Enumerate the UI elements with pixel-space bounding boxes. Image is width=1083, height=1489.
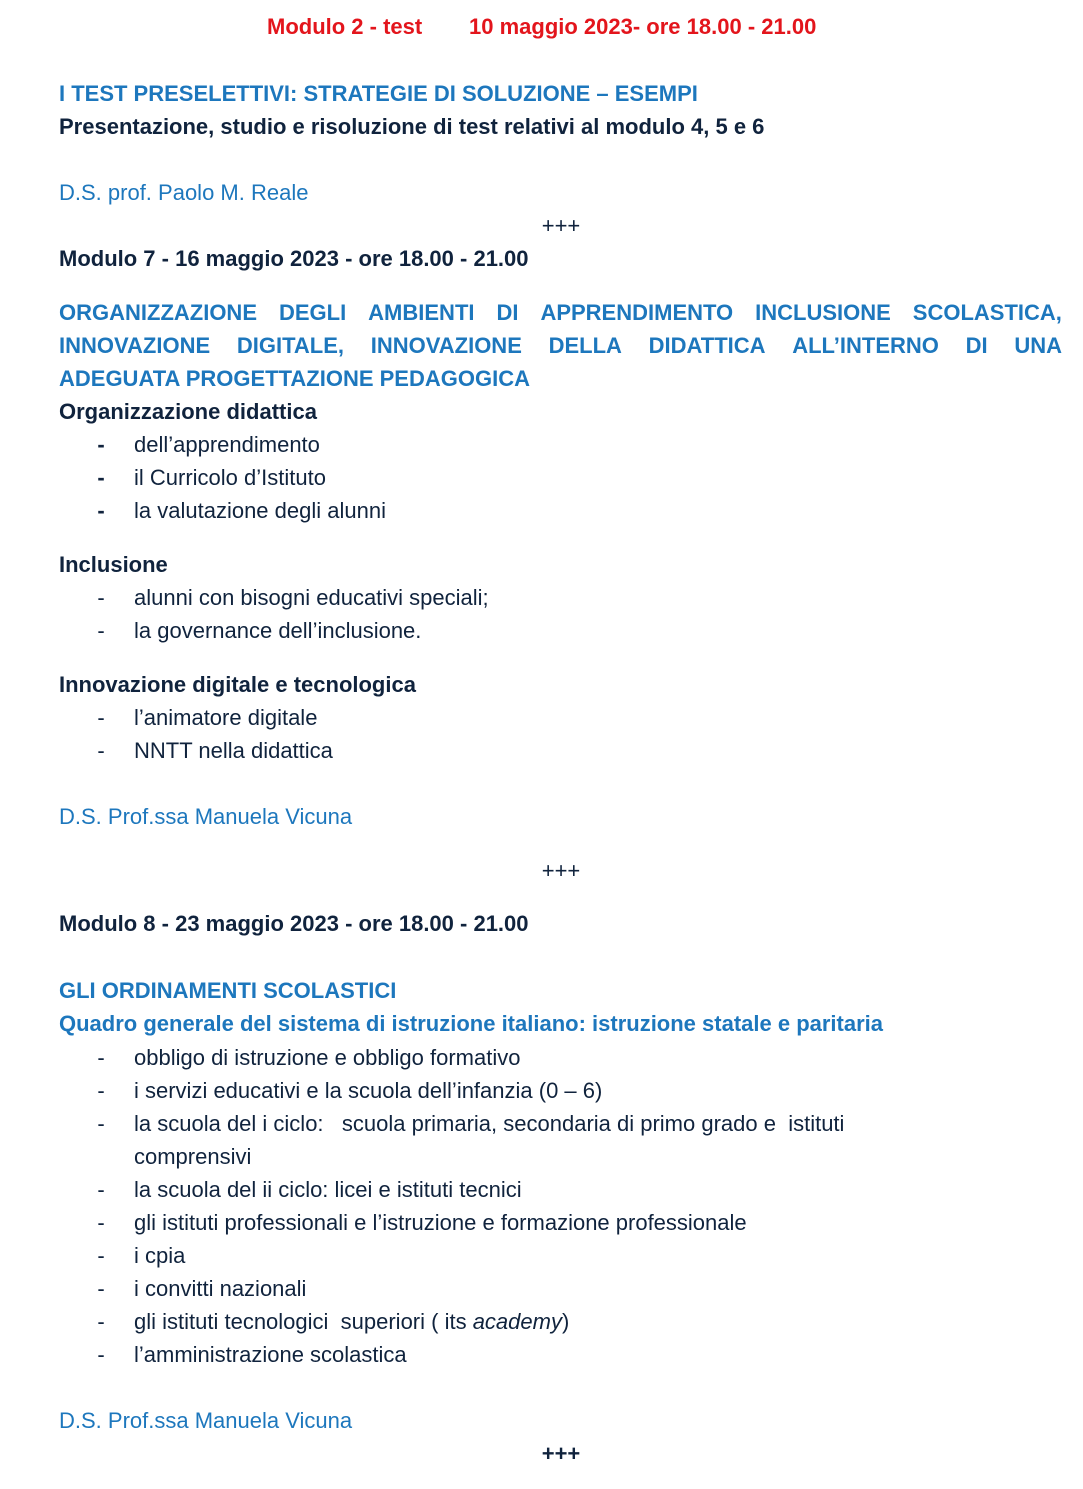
list-item-text: gli istituti tecnologici superiori ( its xyxy=(134,1309,473,1334)
module2-label: Modulo 2 - test xyxy=(267,14,423,39)
list-item-continuation: comprensivi xyxy=(134,1144,252,1169)
list-item: l’amministrazione scolastica xyxy=(134,1342,407,1367)
list-dash: - xyxy=(97,1276,105,1301)
list-item: la valutazione degli alunni xyxy=(134,498,386,523)
list-item: obbligo di istruzione e obbligo formativo xyxy=(134,1045,521,1070)
separator: +++ xyxy=(541,213,581,238)
module8-title: GLI ORDINAMENTI SCOLASTICI xyxy=(59,978,397,1003)
separator: +++ xyxy=(541,1441,581,1466)
list-dash: - xyxy=(97,1078,105,1103)
title-word: DELLA xyxy=(548,333,622,358)
title-word: INCLUSIONE xyxy=(755,300,891,325)
teacher-name: D.S. Prof.ssa Manuela Vicuna xyxy=(59,1408,353,1433)
list-dash: - xyxy=(97,1309,105,1334)
list-item: la governance dell’inclusione. xyxy=(134,618,422,643)
separator: +++ xyxy=(541,858,581,883)
title-word: DIDATTICA xyxy=(648,333,766,358)
title-word: DEGLI xyxy=(278,300,347,325)
list-item: i cpia xyxy=(134,1243,186,1268)
list-dash: - xyxy=(97,1045,105,1070)
list-item: gli istituti professionali e l’istruzione e formazione professionale xyxy=(134,1210,747,1235)
list-dash: - xyxy=(97,1342,105,1367)
list-dash: - xyxy=(97,432,105,457)
list-item xyxy=(134,1308,569,1336)
list-item-italic: academy xyxy=(472,1309,562,1334)
module7-title-line-3: ADEGUATA PROGETTAZIONE PEDAGOGICA xyxy=(59,366,530,391)
list-item: alunni con bisogni educativi speciali; xyxy=(134,585,489,610)
title-word: ORGANIZZAZIONE xyxy=(59,300,257,325)
list-item: il Curricolo d’Istituto xyxy=(134,465,326,490)
list-item: la scuola del i ciclo: scuola primaria, secondaria di primo grado e istituti xyxy=(134,1111,845,1136)
list-dash: - xyxy=(97,1210,105,1235)
list-dash: - xyxy=(97,498,105,523)
title-word: INNOVAZIONE xyxy=(59,333,211,358)
section-subtitle-test: Presentazione, studio e risoluzione di test relativi al modulo 4, 5 e 6 xyxy=(59,114,765,139)
list-dash: - xyxy=(97,1243,105,1268)
module7-title-line-2 xyxy=(59,332,1062,360)
title-word: DIGITALE, xyxy=(236,333,345,358)
list-dash: - xyxy=(97,1177,105,1202)
list-dash: - xyxy=(97,618,105,643)
list-item: dell’apprendimento xyxy=(134,432,320,457)
title-word: SCOLASTICA, xyxy=(912,300,1062,325)
list-item: i convitti nazionali xyxy=(134,1276,307,1301)
list-item-text: ) xyxy=(561,1309,570,1334)
list-dash: - xyxy=(97,705,105,730)
module8-subtitle: Quadro generale del sistema di istruzione italiano: istruzione statale e paritaria xyxy=(59,1011,884,1036)
teacher-name: D.S. Prof.ssa Manuela Vicuna xyxy=(59,804,353,829)
title-word: UNA xyxy=(1014,333,1062,358)
innovation-heading: Innovazione digitale e tecnologica xyxy=(59,672,416,697)
title-word: AMBIENTI xyxy=(368,300,475,325)
title-word: INNOVAZIONE xyxy=(370,333,522,358)
teacher-name: D.S. prof. Paolo M. Reale xyxy=(59,180,309,205)
list-dash: - xyxy=(97,465,105,490)
inclusion-heading: Inclusione xyxy=(59,552,168,577)
list-item: l’animatore digitale xyxy=(134,705,318,730)
list-item: la scuola del ii ciclo: licei e istituti tecnici xyxy=(134,1177,522,1202)
section-title-test: I TEST PRESELETTIVI: STRATEGIE DI SOLUZIONE – ESEMPI xyxy=(59,81,698,106)
title-word: DI xyxy=(965,333,988,358)
org-heading: Organizzazione didattica xyxy=(59,399,317,424)
list-item: i servizi educativi e la scuola dell’infanzia (0 – 6) xyxy=(134,1078,603,1103)
module7-title-line-1 xyxy=(59,299,1062,327)
list-dash: - xyxy=(97,738,105,763)
list-dash: - xyxy=(97,585,105,610)
title-word: ALL’INTERNO xyxy=(792,333,939,358)
title-word: DI xyxy=(496,300,519,325)
list-dash: - xyxy=(97,1111,105,1136)
module2-date: 10 maggio 2023- ore 18.00 - 21.00 xyxy=(469,14,817,39)
module8-heading: Modulo 8 - 23 maggio 2023 - ore 18.00 - 21.00 xyxy=(59,911,529,936)
title-word: APPRENDIMENTO xyxy=(540,300,734,325)
module7-heading: Modulo 7 - 16 maggio 2023 - ore 18.00 - 21.00 xyxy=(59,246,529,271)
list-item: NNTT nella didattica xyxy=(134,738,333,763)
